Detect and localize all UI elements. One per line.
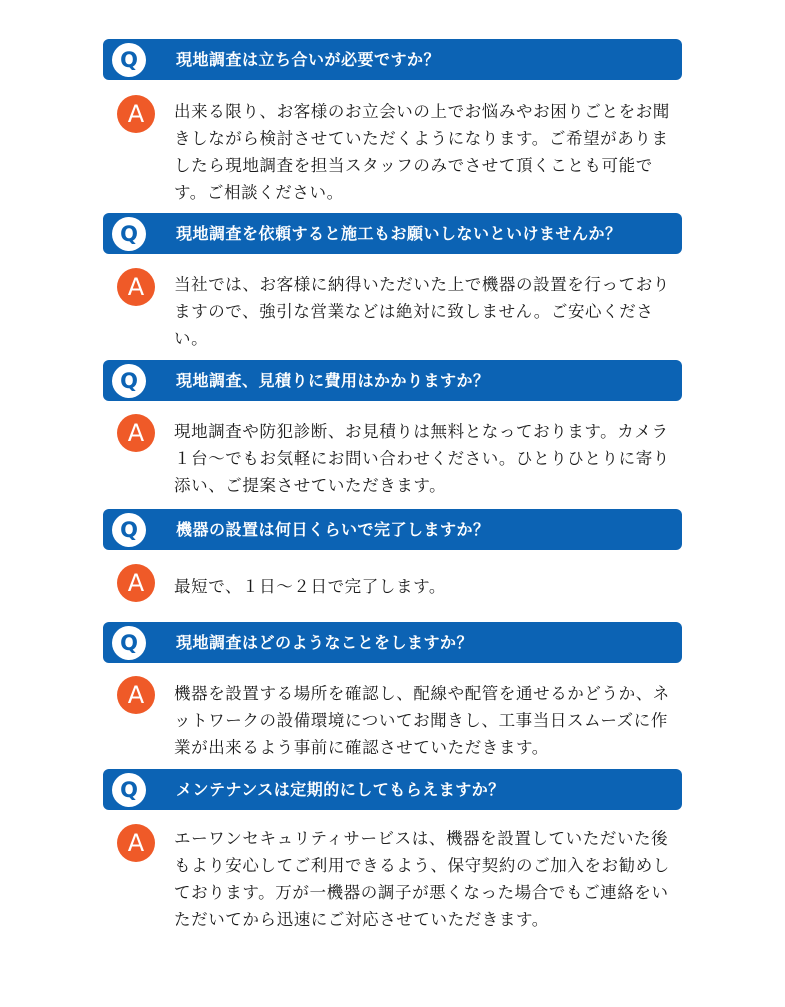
question-q-icon: Q: [112, 364, 146, 398]
answer-a-icon: A: [117, 564, 155, 602]
answer-a-icon: A: [117, 95, 155, 133]
question-bar: [103, 213, 682, 254]
question-q-icon: Q: [112, 773, 146, 807]
answer-text: 当社では、お客様に納得いただいた上で機器の設置を行っておりますので、強引な営業などは絶対に致しません。ご安心ください。: [174, 275, 670, 348]
question-bar: [103, 769, 682, 810]
question-bar: [103, 622, 682, 663]
answer-text: 現地調査や防犯診断、お見積りは無料となっております。カメラ１台〜でもお気軽にお問い合わせください。ひとりひとりに寄り添い、ご提案させていただきます。: [174, 422, 670, 495]
answer-a-icon: A: [117, 414, 155, 452]
answer-text: 出来る限り、お客様のお立会いの上でお悩みやお困りごとをお聞きしながら検討させていただくようになります。ご希望がありましたら現地調査を担当スタッフのみでさせて頂くことも可能です。ご相談ください。: [174, 102, 670, 202]
answer-a-icon: A: [117, 676, 155, 714]
question-text: メンテナンスは定期的にしてもらえますか？: [176, 780, 505, 799]
answer-text: エーワンセキュリティサービスは、機器を設置していただいた後もより安心してご利用できるよう、保守契約のご加入をお勧めしております。万が一機器の調子が悪くなった場合でもご連絡をいただいてから迅速にご対応させていただきます。: [174, 829, 670, 929]
answer-a-icon: A: [117, 268, 155, 306]
question-q-icon: Q: [112, 43, 146, 77]
question-bar: [103, 360, 682, 401]
question-text: 現地調査はどのようなことをしますか？: [176, 633, 474, 652]
question-q-icon: Q: [112, 513, 146, 547]
question-q-icon: Q: [112, 626, 146, 660]
question-text: 現地調査、見積りに費用はかかりますか？: [176, 371, 490, 390]
question-bar: [103, 39, 682, 80]
answer-text: 最短で、１日〜２日で完了します。: [174, 577, 446, 596]
question-bar: [103, 509, 682, 550]
question-text: 現地調査を依頼すると施工もお願いしないといけませんか？: [176, 224, 622, 243]
question-text: 機器の設置は何日くらいで完了しますか？: [176, 520, 490, 539]
question-q-icon: Q: [112, 217, 146, 251]
answer-a-icon: A: [117, 824, 155, 862]
question-text: 現地調査は立ち合いが必要ですか？: [176, 50, 441, 69]
answer-text: 機器を設置する場所を確認し、配線や配管を通せるかどうか、ネットワークの設備環境についてお聞きし、工事当日スムーズに作業が出来るよう事前に確認させていただきます。: [174, 684, 670, 757]
